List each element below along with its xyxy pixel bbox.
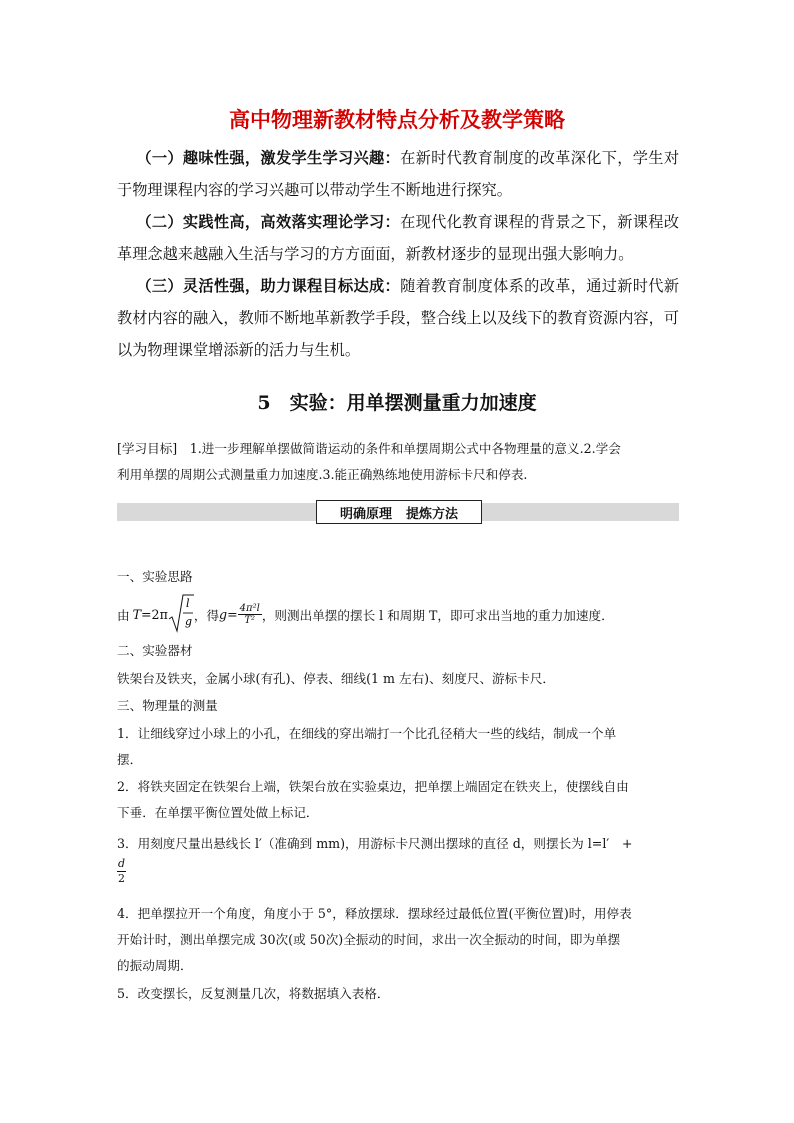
formula-suffix: ，则测出单摆的摆长 l 和周期 T，即可求出当地的重力加速度． — [261, 607, 614, 623]
intro-paragraph-1 — [117, 142, 679, 206]
formula-prefix: 由 — [117, 607, 130, 623]
step-5-line-1: 5．改变摆长，反复测量几次，将数据填入表格． — [117, 986, 390, 1001]
g-fraction-denominator: T² — [244, 614, 256, 626]
period-symbol: T — [132, 606, 141, 622]
g-symbol: g — [219, 606, 228, 622]
section-2-body: 铁架台及铁夹，金属小球(有孔)、停表、细线(1 m 左右)、刻度尺、游标卡尺． — [117, 671, 556, 686]
step-4-line-2: 开始计时，测出单摆完成 30次(或 50次)全振动的时间，求出一次全振动的时间，即为单摆 — [117, 932, 621, 947]
step-1-line-2: 摆． — [117, 752, 143, 767]
sqrt-expression — [168, 593, 194, 636]
formula-mid: ，得 — [193, 607, 220, 623]
intro-head-3: （三）灵活性强，助力课程目标达成： — [136, 277, 401, 295]
band-label-left: 明确原理 — [339, 506, 392, 522]
step-3-fraction-denominator: 2 — [118, 872, 125, 885]
intro-paragraph-3 — [117, 270, 679, 366]
sqrt-numerator: l — [185, 596, 190, 610]
sqrt-sign-icon — [168, 593, 194, 633]
g-fraction-numerator: 4π²l — [239, 602, 260, 614]
period-equals: =2π — [141, 606, 168, 622]
step-2-line-2: 下垂．在单摆平衡位置处做上标记． — [117, 805, 319, 820]
step-3-fraction — [117, 857, 137, 886]
section-2-title: 二、实验器材 — [117, 643, 193, 658]
step-4-line-3: 的振动周期． — [117, 958, 193, 973]
g-equals: = — [227, 606, 238, 622]
band-label-right: 提炼方法 — [406, 506, 459, 522]
sqrt-denominator: g — [184, 614, 192, 628]
objectives-line-2: 利用单摆的周期公式测量重力加速度.3.能正确熟练地使用游标卡尺和停表. — [117, 467, 528, 482]
section-1-title: 一、实验思路 — [117, 569, 193, 584]
page-title: 高中物理新教材特点分析及教学策略 — [229, 108, 565, 132]
section-3-title: 三、物理量的测量 — [117, 698, 218, 713]
objectives-line-1: [学习目标] 1.进一步理解单摆做简谐运动的条件和单摆周期公式中各物理量的意义.2.学会 — [117, 441, 621, 456]
g-fraction — [238, 603, 262, 626]
section-band-label — [316, 500, 482, 524]
intro-paragraph-2 — [117, 206, 679, 270]
lesson-title: 5 实验：用单摆测量重力加速度 — [257, 392, 537, 414]
step-2-line-1: 2．将铁夹固定在铁架台上端，铁架台放在实验桌边，把单摆上端固定在铁夹上，使摆线自由 — [117, 779, 629, 794]
step-3-fraction-numerator: d — [117, 857, 126, 870]
intro-body-2: 在现代化教育课程的背景之下，新课程改革理念越来越融入生活与学习的方方面面，新教材逐步的显现出强大影响力。 — [117, 213, 680, 263]
step-3-line-1: 3．用刻度尺量出悬线长 l′（准确到 mm)，用游标卡尺测出摆球的直径 d，则摆长为 l=l′ + — [117, 836, 633, 851]
intro-head-2: （二）实践性高，高效落实理论学习： — [136, 213, 401, 231]
step-1-line-1: 1．让细线穿过小球上的小孔，在细线的穿出端打一个比孔径稍大一些的线结，制成一个单 — [117, 726, 617, 741]
intro-body-3: 随着教育制度体系的改革，通过新时代新教材内容的融入，教师不断地革新教学手段，整合线上以及线下的教育资源内容，可以为物理课堂增添新的活力与生机。 — [117, 277, 680, 359]
intro-head-1: （一）趣味性强，激发学生学习兴趣： — [136, 149, 401, 167]
step-4-line-1: 4．把单摆拉开一个角度，角度小于 5°，释放摆球．摆球经过最低位置(平衡位置)时，用停表 — [117, 906, 632, 921]
intro-body-1: 在新时代教育制度的改革深化下，学生对于物理课程内容的学习兴趣可以带动学生不断地进行探究。 — [117, 149, 680, 199]
formula-line — [117, 592, 679, 636]
